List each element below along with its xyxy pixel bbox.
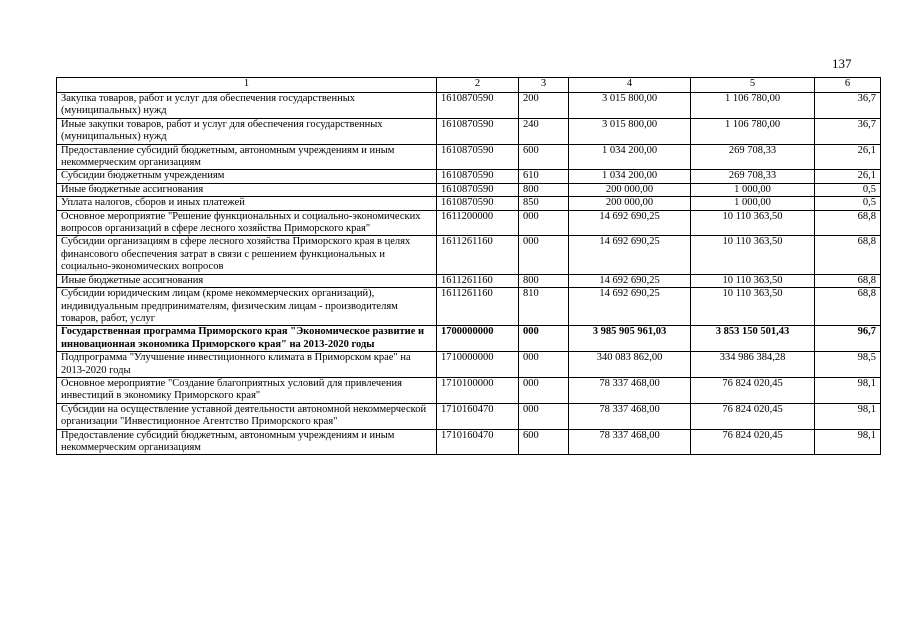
table-row [57, 274, 881, 287]
cell-name: Основное мероприятие "Решение функциональных и социально-экономических вопросов организаций в сфере лесного хозяйства Приморского края" [57, 210, 437, 236]
table-row [57, 326, 881, 352]
cell-target-code: 1610870590 [437, 93, 519, 119]
cell-target-code: 1610870590 [437, 170, 519, 183]
column-header: 4 [569, 78, 691, 93]
cell-plan-amount: 200 000,00 [569, 183, 691, 196]
cell-percent: 68,8 [815, 288, 881, 326]
cell-plan-amount: 14 692 690,25 [569, 288, 691, 326]
cell-name: Иные закупки товаров, работ и услуг для обеспечения государственных (муниципальных) нужд [57, 118, 437, 144]
table-row [57, 236, 881, 274]
cell-plan-amount: 14 692 690,25 [569, 274, 691, 287]
table-row [57, 403, 881, 429]
cell-expense-type: 810 [519, 288, 569, 326]
cell-expense-type: 000 [519, 210, 569, 236]
cell-plan-amount: 3 985 905 961,03 [569, 326, 691, 352]
cell-target-code: 1610870590 [437, 144, 519, 170]
cell-actual-amount: 269 708,33 [691, 170, 815, 183]
cell-expense-type: 800 [519, 183, 569, 196]
cell-target-code: 1611261160 [437, 274, 519, 287]
cell-target-code: 1710160470 [437, 403, 519, 429]
cell-name: Предоставление субсидий бюджетным, автономным учреждениям и иным некоммерческим организациям [57, 429, 437, 455]
column-header: 2 [437, 78, 519, 93]
table-row [57, 352, 881, 378]
table-row [57, 183, 881, 196]
cell-expense-type: 240 [519, 118, 569, 144]
cell-percent: 0,5 [815, 183, 881, 196]
header-row [57, 78, 881, 93]
cell-target-code: 1610870590 [437, 197, 519, 210]
cell-target-code: 1610870590 [437, 118, 519, 144]
cell-actual-amount: 76 824 020,45 [691, 403, 815, 429]
cell-expense-type: 600 [519, 144, 569, 170]
cell-plan-amount: 78 337 468,00 [569, 403, 691, 429]
cell-percent: 68,8 [815, 274, 881, 287]
cell-name: Субсидии на осуществление уставной деятельности автономной некоммерческой организации "Инвестиционное Агентство Приморского края" [57, 403, 437, 429]
cell-name: Предоставление субсидий бюджетным, автономным учреждениям и иным некоммерческим организациям [57, 144, 437, 170]
cell-expense-type: 000 [519, 326, 569, 352]
cell-name: Иные бюджетные ассигнования [57, 183, 437, 196]
table-row [57, 93, 881, 119]
cell-target-code: 1610870590 [437, 183, 519, 196]
cell-target-code: 1710100000 [437, 377, 519, 403]
cell-plan-amount: 14 692 690,25 [569, 210, 691, 236]
cell-percent: 26,1 [815, 170, 881, 183]
cell-actual-amount: 1 000,00 [691, 197, 815, 210]
cell-actual-amount: 10 110 363,50 [691, 236, 815, 274]
table-row [57, 170, 881, 183]
cell-expense-type: 000 [519, 377, 569, 403]
budget-table [56, 77, 881, 455]
cell-target-code: 1710160470 [437, 429, 519, 455]
cell-plan-amount: 1 034 200,00 [569, 144, 691, 170]
table-row [57, 197, 881, 210]
cell-percent: 98,5 [815, 352, 881, 378]
cell-name: Уплата налогов, сборов и иных платежей [57, 197, 437, 210]
column-header: 5 [691, 78, 815, 93]
table-row [57, 288, 881, 326]
cell-name: Закупка товаров, работ и услуг для обеспечения государственных (муниципальных) нужд [57, 93, 437, 119]
cell-plan-amount: 3 015 800,00 [569, 93, 691, 119]
cell-plan-amount: 3 015 800,00 [569, 118, 691, 144]
cell-percent: 26,1 [815, 144, 881, 170]
cell-name: Субсидии организациям в сфере лесного хозяйства Приморского края в целях финансового обеспечения затрат в связи с решением функциональных и социально-экономических вопросов [57, 236, 437, 274]
cell-actual-amount: 3 853 150 501,43 [691, 326, 815, 352]
cell-percent: 96,7 [815, 326, 881, 352]
cell-percent: 36,7 [815, 118, 881, 144]
cell-percent: 36,7 [815, 93, 881, 119]
cell-target-code: 1700000000 [437, 326, 519, 352]
column-header: 3 [519, 78, 569, 93]
cell-name: Субсидии бюджетным учреждениям [57, 170, 437, 183]
table-row [57, 118, 881, 144]
cell-expense-type: 800 [519, 274, 569, 287]
cell-name: Государственная программа Приморского края "Экономическое развитие и инновационная экономика Приморского края" на 2013-2020 годы [57, 326, 437, 352]
cell-percent: 98,1 [815, 429, 881, 455]
cell-actual-amount: 10 110 363,50 [691, 274, 815, 287]
cell-name: Субсидии юридическим лицам (кроме некоммерческих организаций), индивидуальным предпринимателям, физическим лицам - производителям товаров, работ, услуг [57, 288, 437, 326]
cell-target-code: 1611261160 [437, 288, 519, 326]
cell-actual-amount: 1 106 780,00 [691, 93, 815, 119]
cell-plan-amount: 78 337 468,00 [569, 377, 691, 403]
cell-plan-amount: 14 692 690,25 [569, 236, 691, 274]
page-number: 137 [832, 56, 852, 71]
column-header: 6 [815, 78, 881, 93]
cell-plan-amount: 200 000,00 [569, 197, 691, 210]
cell-target-code: 1710000000 [437, 352, 519, 378]
cell-name: Подпрограмма "Улучшение инвестиционного климата в Приморском крае" на 2013-2020 годы [57, 352, 437, 378]
cell-actual-amount: 76 824 020,45 [691, 429, 815, 455]
cell-percent: 0,5 [815, 197, 881, 210]
cell-expense-type: 610 [519, 170, 569, 183]
cell-expense-type: 200 [519, 93, 569, 119]
cell-percent: 68,8 [815, 236, 881, 274]
cell-name: Иные бюджетные ассигнования [57, 274, 437, 287]
cell-plan-amount: 1 034 200,00 [569, 170, 691, 183]
cell-expense-type: 000 [519, 236, 569, 274]
cell-actual-amount: 1 000,00 [691, 183, 815, 196]
cell-actual-amount: 10 110 363,50 [691, 210, 815, 236]
cell-actual-amount: 76 824 020,45 [691, 377, 815, 403]
cell-actual-amount: 269 708,33 [691, 144, 815, 170]
cell-percent: 98,1 [815, 377, 881, 403]
cell-name: Основное мероприятие "Создание благоприятных условий для привлечения инвестиций в экономику Приморского края" [57, 377, 437, 403]
cell-expense-type: 600 [519, 429, 569, 455]
table-row [57, 144, 881, 170]
column-header: 1 [57, 78, 437, 93]
cell-actual-amount: 1 106 780,00 [691, 118, 815, 144]
cell-plan-amount: 340 083 862,00 [569, 352, 691, 378]
table-row [57, 210, 881, 236]
cell-target-code: 1611200000 [437, 210, 519, 236]
cell-target-code: 1611261160 [437, 236, 519, 274]
cell-expense-type: 000 [519, 403, 569, 429]
cell-actual-amount: 10 110 363,50 [691, 288, 815, 326]
cell-expense-type: 850 [519, 197, 569, 210]
table-row [57, 429, 881, 455]
cell-percent: 98,1 [815, 403, 881, 429]
table-row [57, 377, 881, 403]
cell-plan-amount: 78 337 468,00 [569, 429, 691, 455]
table-body [57, 93, 881, 455]
cell-percent: 68,8 [815, 210, 881, 236]
cell-expense-type: 000 [519, 352, 569, 378]
cell-actual-amount: 334 986 384,28 [691, 352, 815, 378]
